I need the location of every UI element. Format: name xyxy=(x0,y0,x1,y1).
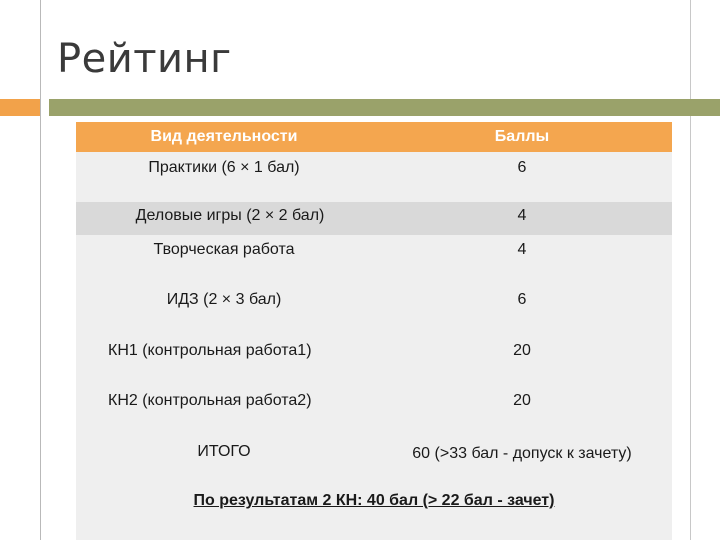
header-points: Баллы xyxy=(494,128,550,145)
table-footer-note: По результатам 2 КН: 40 бал (> 22 бал - зачет) xyxy=(193,492,555,509)
slide-frame-right-line xyxy=(690,0,691,540)
row-points: 4 xyxy=(517,241,527,258)
table-row xyxy=(76,202,672,235)
row-activity: Творческая работа xyxy=(153,241,295,258)
table-row xyxy=(76,235,672,285)
header-activity: Вид деятельности xyxy=(150,128,298,145)
table-row xyxy=(76,152,672,202)
row-points: 20 xyxy=(513,342,531,359)
slide-frame-left-line xyxy=(40,0,41,540)
table-header-row xyxy=(76,122,672,152)
row-points: 4 xyxy=(517,207,527,224)
row-points: 6 xyxy=(517,159,527,176)
row-activity: Деловые игры (2 × 2 бал) xyxy=(135,207,325,224)
row-points: 6 xyxy=(517,291,527,308)
row-activity: ИТОГО xyxy=(197,443,251,460)
row-activity: КН2 (контрольная работа2) xyxy=(108,392,312,409)
row-points: 60 (>33 бал - допуск к зачету) xyxy=(412,445,632,462)
table-row xyxy=(76,335,672,385)
row-points: 20 xyxy=(513,392,531,409)
table-row xyxy=(76,385,672,435)
table-row-total xyxy=(76,435,672,487)
slide-title: Рейтинг xyxy=(57,36,232,82)
row-activity: ИДЗ (2 × 3 бал) xyxy=(166,291,282,308)
rating-table xyxy=(76,122,672,540)
row-activity: Практики (6 × 1 бал) xyxy=(148,159,300,176)
table-row xyxy=(76,285,672,335)
row-activity: КН1 (контрольная работа1) xyxy=(108,342,312,359)
accent-bar-green xyxy=(49,99,720,116)
accent-bar-orange xyxy=(0,99,40,116)
